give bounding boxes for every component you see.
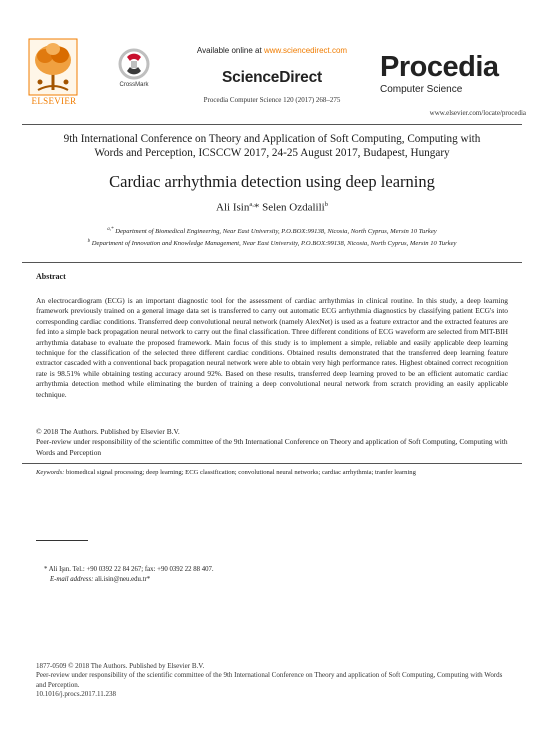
header-divider [22,124,522,125]
sciencedirect-link[interactable]: www.sciencedirect.com [263,46,348,55]
bottom-peer-review: Peer-review under responsibility of the scientific committee of the 9th International Conference on Theory and application of Soft Computing, Computing with Words and Perception. [36,671,503,689]
conference-name [24,132,520,160]
procedia-url[interactable]: www.elsevier.com/locate/procedia [429,109,526,117]
footnote-contact [44,565,214,575]
keywords-line [36,469,508,476]
affiliation-a-marker: a,* [107,227,114,232]
conference-line-1: 9th International Conference on Theory and Application of Soft Computing, Computing with [63,133,481,145]
email-address[interactable]: ali.isin@neu.edu.tr* [93,576,151,583]
affiliation-a [30,225,514,237]
journal-citation: Procedia Computer Science 120 (2017) 268–275 [203,96,341,104]
email-label: E-mail address: [50,576,94,583]
affiliation-b [30,237,514,249]
author-1-affil: a, [249,201,254,208]
keywords-label: Keywords: [36,469,65,476]
issn-line: 1877-0509 © 2018 The Authors. Published by Elsevier B.V. [36,662,205,670]
footnote-email [44,575,214,585]
elsevier-wordmark: ELSEVIER [31,96,77,106]
copyright-line: © 2018 The Authors. Published by Elsevier B.V. [36,427,180,436]
affiliation-a-text: Department of Biomedical Engineering, Near East University, P.O.BOX:99138, Nicosia, North Cyprus, Mersin 10 Turkey [115,228,437,236]
abstract-heading: Abstract [36,272,66,281]
affiliations [30,225,514,249]
keywords-divider [22,463,522,464]
keywords-list: biomedical signal processing; deep learning; ECG classification; convolutional neural networks; cardiac arrhythmia; tranfer learning [64,469,416,476]
affiliation-b-text: Department of Innovation and Knowledge Management, Near East University, P.O.BOX:99138, Nicosia, North Cyprus, Mersin 10 Turkey [91,240,457,248]
sciencedirect-title: ScienceDirect [222,69,322,86]
author-2-affil: b [324,201,328,208]
paper-title: Cardiac arrhythmia detection using deep learning [109,172,435,191]
publication-info [36,662,508,700]
author-list [0,201,544,214]
doi-line[interactable]: 10.1016/j.procs.2017.11.238 [36,690,117,699]
author-2: Selen Ozdalili [259,201,325,214]
affiliation-b-marker: b [87,239,91,245]
procedia-wordmark: Procedia [380,51,499,83]
corresponding-author-footnote [44,565,214,585]
abstract-copyright [36,427,508,458]
peer-review-line: Peer-review under responsibility of the scientific committee of the 9th International Conference on Theory and application of Soft Computing, Computing with Words and Perception [36,437,508,457]
author-1: Ali Isin [216,201,250,214]
abstract-body: An electrocardiogram (ECG) is an important diagnostic tool for the assessment of cardiac arrhythmias in clinical routine. In this study, a deep learning framework previously trained on a general image data set is transferred to carry out automatic ECG arrhythmia diagnostics by classifying patient ECG's into corresponding cardiac conditions. Transferred deep convolutional neural network (namely AlexNet) is used as a feature extractor and the extracted features are fed into a simple back propagation neural network to carry out the final classification. Three different conditions of ECG waveform are selected from MIT-BIH arrhythmia database to evaluate the proposed framework. Main focus of this study is to implement a simple, reliable and easily applicable deep learning technique for the classification of the selected three different cardiac conditions. Obtained results demonstrated that the transferred deep learning feature extractor cascaded with a conventional back propagation neural network were able to obtain very high performance rates. Highest obtained correct recognition rate is 98.51% while obtaining testing accuracy around 92%. Based on these results, transferred deep learning proved to be an efficient automatic cardiac arrhythmia detection method while eliminating the burden of training a deep convolutional neural network from scratch providing an easily applicable technique. [36,296,508,399]
available-prefix: Available online at [196,46,264,55]
procedia-logo [380,52,520,95]
footnote-contact-text: Ali Işın. Tel.: +90 0392 22 84 267; fax: +90 0392 22 88 407. [47,566,214,573]
abstract-top-divider [22,262,522,263]
conference-line-2: Words and Perception, ICSCCW 2017, 24-25 August 2017, Budapest, Hungary [94,147,450,159]
footnote-star: * [44,566,48,573]
corresponding-star: * [253,201,260,214]
procedia-subtitle: Computer Science [380,84,463,95]
footnote-divider [36,540,88,541]
crossmark-label: CrossMark [119,82,149,88]
